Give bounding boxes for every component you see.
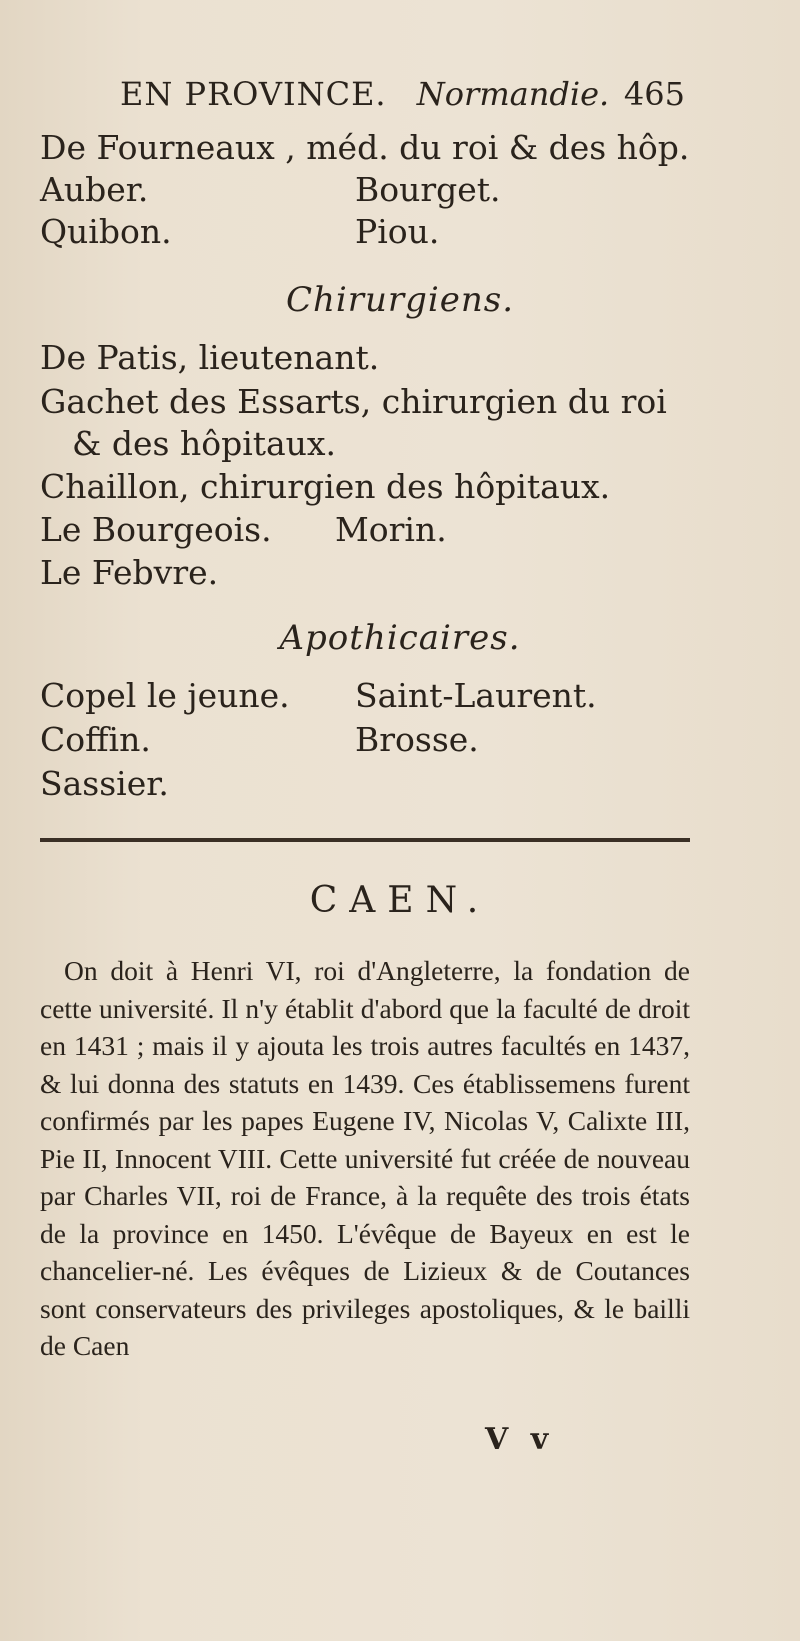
chirurgien-line: Gachet des Essarts, chirurgien du roi: [40, 382, 667, 421]
medecin-name: Auber.: [40, 170, 149, 209]
chirurgien-name: Le Febvre.: [40, 553, 219, 592]
apothicaire-name: Copel le jeune.: [40, 676, 290, 715]
chirurgien-name: Morin.: [335, 510, 447, 549]
page-number: 465: [623, 75, 685, 113]
header-title: EN PROVINCE.: [120, 75, 387, 113]
medecin-name: Quibon.: [40, 212, 172, 251]
medecin-name: Piou.: [355, 212, 440, 251]
signature-mark: V v: [485, 1422, 555, 1457]
chirurgien-line: Chaillon, chirurgien des hôpitaux.: [40, 467, 611, 506]
medecin-name: Bourget.: [355, 170, 501, 209]
section-title-chirurgiens: Chirurgiens.: [285, 280, 515, 320]
chirurgien-name: Le Bourgeois.: [40, 510, 272, 549]
header-region: Normandie.: [416, 75, 610, 113]
section-title-caen: CAEN.: [309, 880, 491, 921]
caen-paragraph: [40, 952, 690, 1365]
chirurgien-line: De Patis, lieutenant.: [40, 338, 380, 377]
chirurgien-line: & des hôpitaux.: [72, 424, 337, 463]
section-title-apothicaires: Apothicaires.: [279, 618, 521, 658]
caen-paragraph-text: On doit à Henri VI, roi d'Angleterre, la fondation de cette université. Il n'y établit d'abord que la faculté de droit en 1431 ; mais il y ajouta les trois autres facultés en 1437, & lui donna des statuts en 1439. Ces établissemens furent confirmés par les papes Eugene IV, Nicolas V, Calixte III, Pie II, Innocent VIII. Cette université fut créée de nouveau par Charles VII, roi de France, à la requête des trois états de la province en 1450. L'évêque de Bayeux en est le chancelier-né. Les évêques de Lizieux & de Coutances sont conservateurs des privileges apostoliques, & le bailli de Caen: [40, 955, 690, 1361]
medecin-line-1: De Fourneaux , méd. du roi & des hôp.: [40, 128, 690, 167]
apothicaire-name: Brosse.: [355, 720, 479, 759]
running-header: [120, 75, 690, 113]
apothicaire-name: Saint-Laurent.: [355, 676, 597, 715]
section-divider: [40, 838, 690, 842]
apothicaire-name: Coffin.: [40, 720, 151, 759]
apothicaire-name: Sassier.: [40, 764, 169, 803]
